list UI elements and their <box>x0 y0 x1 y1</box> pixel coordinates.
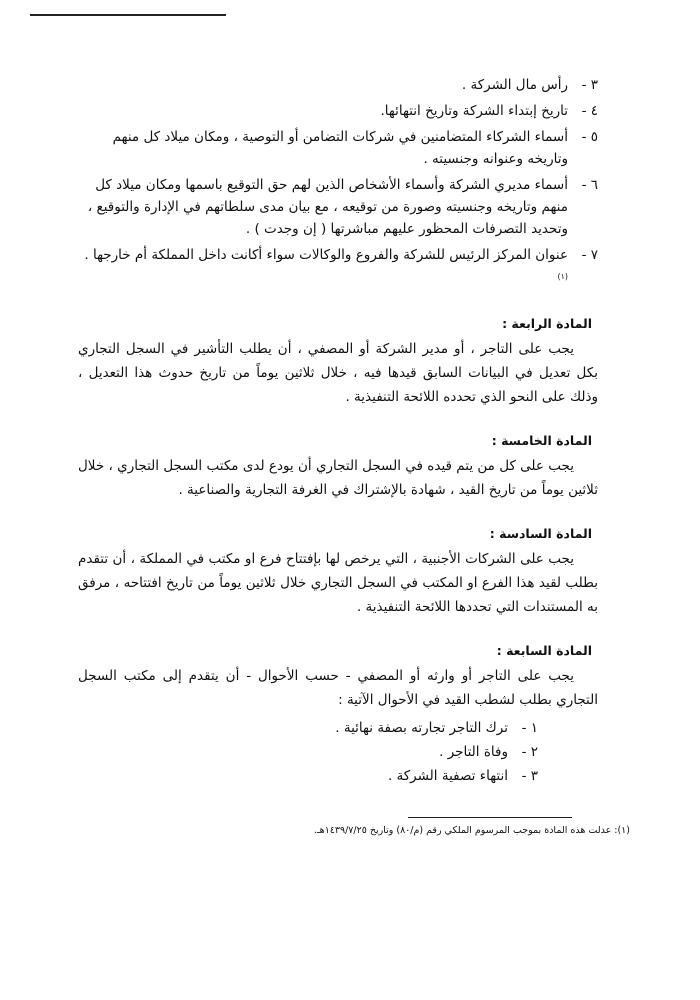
top-rule <box>30 14 226 16</box>
footnote: (١): عدلت هذه المادة بموجب المرسوم الملكي رقم (م/٨٠) وتاريخ ١٤٣٩/٧/٢٥هـ. <box>313 825 630 836</box>
list-item <box>78 100 598 122</box>
list-item <box>78 74 598 96</box>
list-item-text: أسماء الشركاء المتضامنين في شركات التضامن أو التوصية ، ومكان ميلاد كل منهم وتاريخه وعنوانه وجنسيته . <box>112 129 568 167</box>
article-heading: المادة السابعة : <box>496 642 592 658</box>
list-item-number: ٥ - <box>581 129 598 145</box>
sub-item-number: ٣ - <box>521 767 538 784</box>
list-item-number: ٣ - <box>581 77 598 93</box>
article-heading: المادة السادسة : <box>489 525 592 541</box>
list-item-text: أسماء مديري الشركة وأسماء الأشخاص الذين لهم حق التوقيع باسمها ومكان ميلاد كل منهم وتاريخه وجنسيته وصورة من توقيعه ، مع بيان مدى سلطاتهم في الإدارة والتوقيع ، وتحديد التصرفات المحظور عليهم مباشرتها ( إن وجدت ) . <box>87 177 568 237</box>
article-5 <box>78 433 598 502</box>
article-text: يجب على كل من يتم قيده في السجل التجاري أن يودع لدى مكتب السجل التجاري ، خلال ثلاثين يوماً من تاريخ القيد ، شهادة بالإشتراك في الغرفة التجارية والصناعية . <box>78 457 598 498</box>
list-item <box>78 244 598 292</box>
article-text: يجب على التاجر أو وارثه أو المصفي - حسب الأحوال - أن يتقدم إلى مكتب السجل التجاري بطلب لشطب القيد في الأحوال الآتية : <box>78 667 598 708</box>
article-6 <box>78 526 598 619</box>
sub-item-number: ٢ - <box>521 743 538 760</box>
list-item-number: ٤ - <box>581 103 598 119</box>
footnote-rule <box>408 817 572 818</box>
article-heading: المادة الخامسة : <box>491 432 592 448</box>
list-item-number: ٦ - <box>581 177 598 193</box>
sub-item-text: انتهاء تصفية الشركة . <box>387 767 508 784</box>
sub-item-text: ترك التاجر تجارته بصفة نهائية . <box>335 719 508 736</box>
list-item-number: ٧ - <box>581 247 598 263</box>
list-item-text: رأس مال الشركة . <box>461 77 568 93</box>
numbered-list <box>78 74 598 292</box>
list-item-text: عنوان المركز الرئيس للشركة والفروع والوكالات سواء أكانت داخل المملكة أم خارجها . <box>84 247 568 263</box>
sub-list-item <box>78 740 538 764</box>
sub-list <box>78 716 598 788</box>
footnote-reference: (١) <box>557 272 568 281</box>
article-text: يجب على التاجر ، أو مدير الشركة أو المصفي ، أن يطلب التأشير في السجل التجاري بكل تعديل في البيانات السابق قيدها فيه ، خلال ثلاثين يوماً من تاريخ حدوث هذا التعديل ، وذلك على النحو الذي تحدده اللائحة التنفيذية . <box>78 340 598 405</box>
list-item <box>78 126 598 170</box>
article-text: يجب على الشركات الأجنبية ، التي يرخص لها بإفتتاح فرع او مكتب في المملكة ، أن تتقدم بطلب لقيد هذا الفرع او المكتب في السجل التجاري خلال ثلاثين يوماً من تاريخ افتتاحه ، مرفق به المستندات التي تحددها اللائحة التنفيذية . <box>78 550 598 615</box>
article-heading: المادة الرابعة : <box>502 315 592 331</box>
document-body <box>78 74 598 788</box>
sub-item-text: وفاة التاجر . <box>439 743 508 760</box>
sub-item-number: ١ - <box>521 719 538 736</box>
list-item-text: تاريخ إبتداء الشركة وتاريخ انتهائها. <box>380 103 568 119</box>
sub-list-item <box>78 764 538 788</box>
list-item <box>78 174 598 240</box>
article-7 <box>78 643 598 788</box>
article-4 <box>78 316 598 409</box>
sub-list-item <box>78 716 538 740</box>
